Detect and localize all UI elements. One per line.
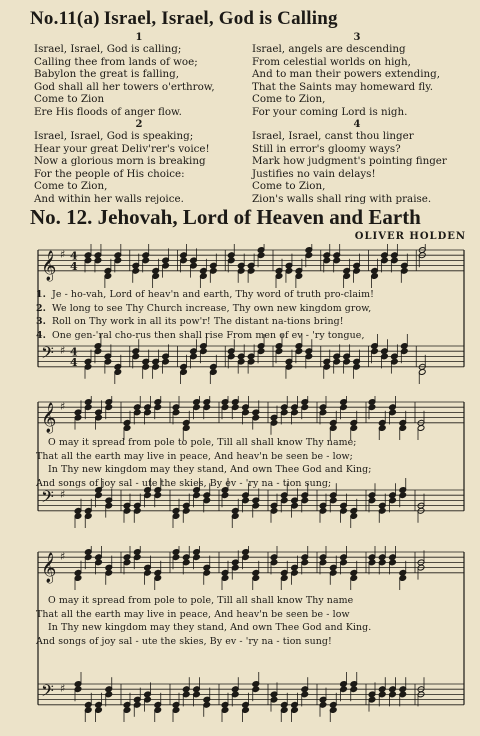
composer-name: OLIVER HOLDEN (354, 231, 466, 242)
svg-text:4: 4 (70, 259, 78, 273)
treble-staff (38, 396, 464, 440)
stanza-2: 2 Israel, Israel, God is speaking; Hear your great Deliv'rer's voice! Now a glorious morn is breaking For the people of His choice: Come to Zion, And within her walls rejoice. (34, 119, 210, 205)
bass-clef-icon: 𝄢 (41, 486, 54, 511)
lyric-line: In Thy new kingdom may they stand, And own Thee God and King; (48, 464, 372, 475)
stanza-column-left (34, 32, 244, 206)
treble-staff (38, 244, 464, 288)
system-2-lyrics (30, 436, 470, 490)
treble-clef-icon: 𝄞 (41, 552, 57, 583)
lyric-line: 4. One gen-'ral cho-rus then shall rise From men of ev - 'ry tongue, (36, 329, 365, 341)
stanza-column-right (252, 32, 462, 206)
sharp-icon: ♯ (60, 344, 66, 358)
stanza-4: 4 Israel, Israel, canst thou linger Still in error's gloomy ways? Mark how judgment's pointing finger Justifies no vain delays! Come to Zion, Zion's walls shall ring with praise. (252, 119, 447, 205)
bass-staff (38, 672, 464, 722)
sharp-icon: ♯ (60, 488, 66, 502)
svg-text:4: 4 (70, 355, 78, 369)
hymn-11a-title: No.11(a) Israel, Israel, God is Calling (30, 8, 338, 29)
lyric-line: And songs of joy sal - ute the skies, By ev - 'ry na - tion sung! (36, 635, 332, 647)
hymn-12-title: No. 12. Jehovah, Lord of Heaven and Earth (30, 205, 421, 229)
sharp-icon: ♯ (60, 248, 66, 262)
treble-clef-icon: 𝄞 (41, 250, 57, 281)
treble-clef-icon: 𝄞 (41, 402, 57, 433)
lyric-line: 3. Roll on Thy work in all its pow'r! The distant na-tions bring! (36, 316, 344, 327)
svg-text:4: 4 (70, 249, 78, 263)
system-3-lyrics (30, 594, 470, 648)
sharp-icon: ♯ (60, 550, 66, 564)
bass-clef-icon: 𝄢 (41, 342, 54, 367)
lyric-line: O may it spread from pole to pole, Till all shall know Thy name (48, 595, 354, 606)
hymn-12-header (30, 205, 470, 230)
svg-text:4: 4 (70, 345, 78, 359)
lyric-line: 1. Je - ho-vah, Lord of heav'n and earth, Thy word of truth pro-claim! (36, 289, 375, 300)
stanza-1: 1 Israel, Israel, God is calling; Calling thee from lands of woe; Babylon the great is falling, God shall all her towers o'erthrow, Come to Zion Ere His floods of anger flow. (34, 32, 215, 118)
lyric-line: That all the earth may live in peace, And heav'n be seen be - low; (36, 450, 353, 462)
bass-clef-icon: 𝄢 (41, 680, 54, 705)
lyric-line: And songs of joy sal - ute the skies, By ev - 'ry na - tion sung; (36, 477, 332, 489)
music-system-2 (30, 396, 470, 542)
lyric-line: In Thy new kingdom may they stand, And own Thee God and King. (48, 622, 372, 633)
music-system-1 (30, 244, 470, 390)
sharp-icon: ♯ (60, 400, 66, 414)
music-system-3 (30, 546, 470, 726)
lyric-line: O may it spread from pole to pole, Till all shall know Thy name; (48, 437, 357, 448)
stanza-3: 3 Israel, angels are descending From celestial worlds on high, And to man their powers extending, That the Saints may homeward fly. Come to Zion, For your coming Lord is nigh. (252, 32, 441, 118)
lyric-line: 2. We long to see Thy Church increase, Thy own new kingdom grow, (36, 302, 372, 314)
system-1-lyrics (30, 288, 470, 342)
sharp-icon: ♯ (60, 682, 66, 696)
hymn-11a-header (30, 8, 470, 30)
lyric-line: That all the earth may live in peace, And heav'n be seen be - low (36, 608, 350, 620)
treble-staff (38, 546, 464, 590)
